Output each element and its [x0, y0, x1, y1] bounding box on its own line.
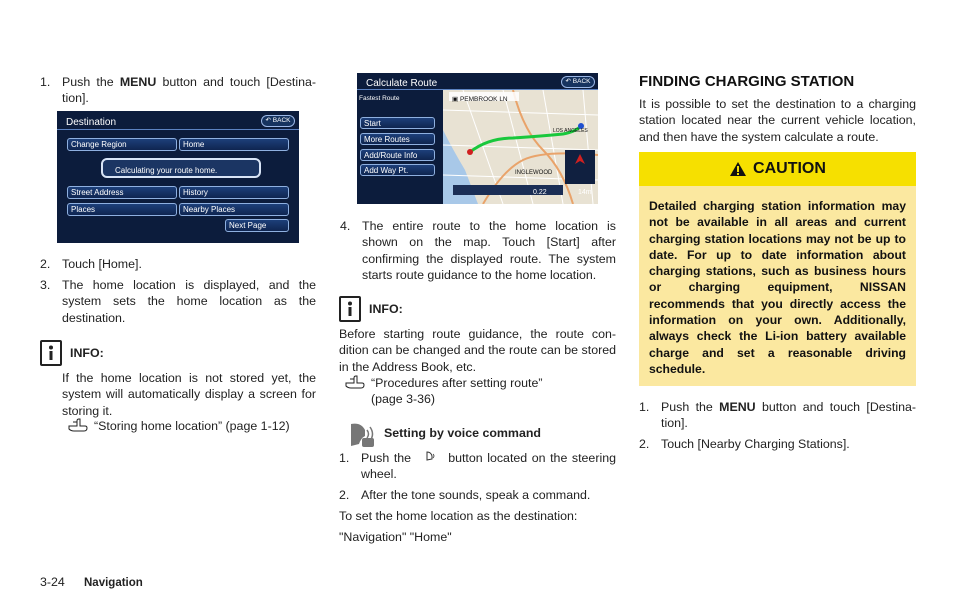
step-number: 2.: [40, 257, 51, 271]
middle-info-text: Before starting route guidance, the route con-dition can be changed and the route can be stored in the Address Book, etc.: [339, 327, 616, 374]
step-number: 2.: [639, 437, 650, 451]
middle-info-reference: [345, 375, 605, 408]
step-number: 4.: [340, 219, 351, 233]
step-text: Push the MENU button and touch [Destina-tion].: [661, 400, 916, 431]
left-step-2: [40, 256, 316, 272]
distance-readout: 0.22: [533, 189, 547, 196]
middle-info-heading: [339, 296, 403, 322]
more-routes-button[interactable]: More Routes: [360, 133, 435, 145]
calculate-route-screenshot: [357, 73, 598, 204]
places-button[interactable]: Places: [67, 203, 177, 216]
left-info-text: If the home location is not stored yet, the system will automatically display a screen for storing it.: [62, 371, 316, 418]
voice-step-2: [339, 487, 616, 503]
voice-step-1: [339, 450, 616, 483]
back-button[interactable]: ↶ BACK: [561, 76, 595, 88]
step-number: 2.: [339, 488, 350, 502]
reference-text: “Procedures after setting route” (page 3-36): [371, 376, 543, 407]
popup-text: Calculating your route home.: [115, 166, 218, 175]
screen-title: Calculate Route: [366, 78, 438, 89]
info-icon: [40, 340, 62, 366]
start-button[interactable]: Start: [360, 117, 435, 129]
step-text: The home location is displayed, and the system sets the home location as the destination.: [62, 278, 316, 325]
left-step-1: [40, 74, 316, 107]
route-map[interactable]: [443, 90, 598, 204]
back-button[interactable]: ↶ BACK: [261, 115, 295, 127]
step-text: Touch [Nearby Charging Stations].: [661, 437, 850, 451]
map-city-label-2: LOS ANGELES: [553, 128, 588, 134]
left-step-3: [40, 277, 316, 326]
voice-command-heading: Setting by voice command: [384, 426, 541, 440]
add-waypoint-button[interactable]: Add Way Pt.: [360, 164, 435, 176]
route-info-button[interactable]: Add/Route Info: [360, 149, 435, 161]
pointing-hand-icon: [345, 375, 371, 393]
voice-command-icon: [347, 422, 375, 448]
step-number: 1.: [339, 451, 350, 465]
pointing-hand-icon: [68, 418, 94, 436]
voice-command-example: "Navigation" "Home": [339, 530, 452, 544]
map-city-label: INGLEWOOD: [515, 170, 553, 176]
menu-keyword: MENU: [119, 75, 157, 89]
reference-text: “Storing home location” (page 1-12): [94, 419, 290, 433]
warning-triangle-icon: [729, 161, 747, 177]
history-button[interactable]: History: [179, 186, 289, 199]
caution-text: Detailed charging station information may not be available in all areas and current charging station locations may not be up to date. For up to date information about charging stations, such as business hours or charging equipment, NISSAN recommends that you directly access the information on your own. Additionally, always check the Li-ion battery available charge and set a reasonable driving schedule.: [649, 199, 906, 376]
caution-title: CAUTION: [753, 159, 826, 177]
caution-header: [639, 152, 916, 186]
next-page-button[interactable]: Next Page: [225, 219, 289, 232]
destination-screenshot: [57, 111, 299, 243]
menu-keyword: MENU: [719, 400, 756, 414]
left-info-reference: [68, 418, 316, 436]
step-number: 1.: [639, 400, 650, 414]
map-street-label: ▣ PEMBROOK LN: [452, 96, 508, 103]
info-label: INFO:: [369, 301, 403, 316]
step-text: Touch [Home].: [62, 257, 142, 271]
screen-title: Destination: [66, 117, 117, 128]
nearby-places-button[interactable]: Nearby Places: [179, 203, 289, 216]
home-destination-paragraph: To set the home location as the destination:: [339, 509, 578, 523]
section-heading: FINDING CHARGING STATION: [639, 73, 855, 90]
change-region-button[interactable]: Change Region: [67, 138, 177, 151]
step-text: Push the button located on the steering wheel.: [361, 451, 616, 482]
talk-switch-icon: [416, 450, 444, 466]
step-number: 3.: [40, 278, 51, 292]
step-text: After the tone sounds, speak a command.: [361, 488, 591, 502]
info-label: INFO:: [70, 345, 104, 360]
home-button[interactable]: Home: [179, 138, 289, 151]
section-name: Navigation: [84, 577, 143, 589]
step-text: The entire route to the home location is shown on the map. Touch [Start] after confirming the displayed route. The system starts route guidance to the home location.: [362, 219, 616, 282]
time-readout: 14m: [578, 189, 592, 196]
street-address-button[interactable]: Street Address: [67, 186, 177, 199]
info-icon: [339, 296, 361, 322]
step-number: 1.: [40, 75, 51, 89]
right-step-1: [639, 399, 916, 432]
left-info-heading: [40, 340, 104, 366]
route-type-label: Fastest Route: [359, 95, 400, 102]
calculating-popup: [101, 158, 261, 178]
right-step-2: [639, 436, 916, 452]
page-number: 3-24: [40, 575, 65, 589]
caution-box: [639, 152, 916, 386]
middle-step-4: [340, 218, 616, 283]
step-text: Push the MENU button and touch [Destina-tion].: [62, 75, 316, 106]
section-intro: It is possible to set the destination to a charging station located near the current vehicle location, and then have the system calculate a route.: [639, 97, 916, 144]
